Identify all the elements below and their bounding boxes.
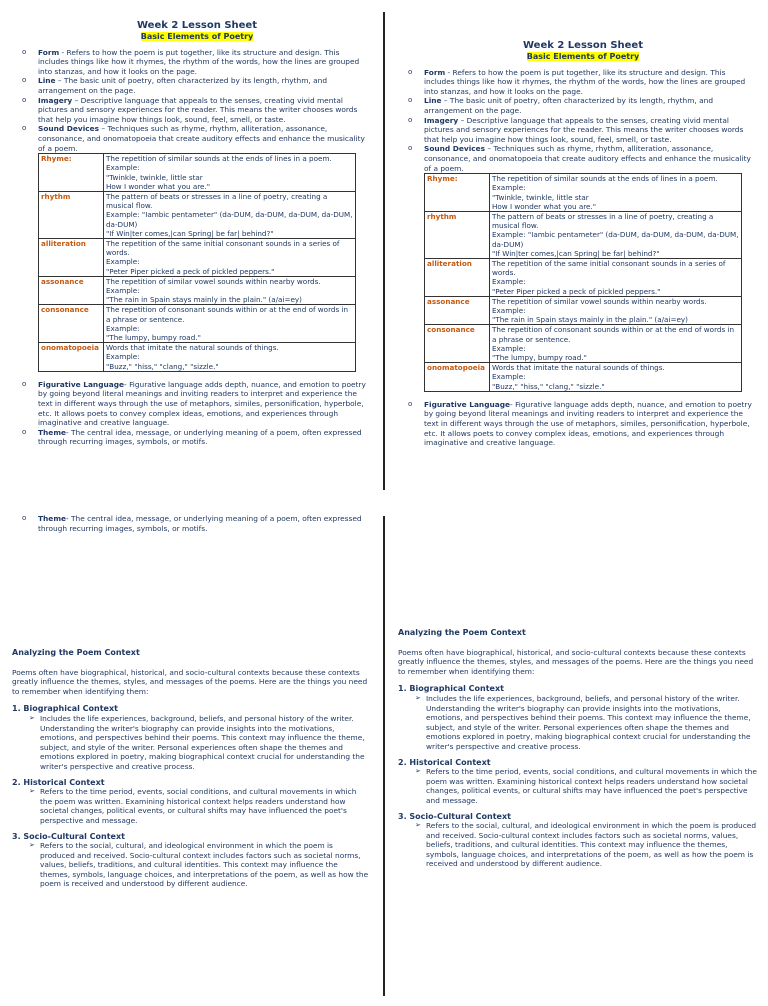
- term-imagery: [22, 96, 372, 125]
- context-intro: Poems often have biographical, historical, and socio-cultural contexts because these contexts greatly influence the themes, styles, and messages of the poems. Here are the things you need to remember when identifying them:: [398, 647, 754, 676]
- context-heading-biographical: 1. Biographical Context: [12, 704, 118, 714]
- term-text: - Refers to how the poem is put together, like its structure and design. This includes things like how it rhymes, the rhythm of the words, how the lines are grouped into stanzas, and how it looks on the page.: [38, 47, 360, 76]
- device-desc: The repetition of consonant sounds within or at the end of words in a phrase or sentence. Example: "The lumpy, bumpy road.": [104, 305, 356, 343]
- context-body-historical: ➢ Refers to the time period, events, social conditions, and cultural movements in which the poem was written. Examining historical context helps readers understand how societal changes, political events, or cultural shifts may have influenced the poet's perspective and message.: [12, 787, 370, 825]
- term-text: - Refers to how the poem is put together, like its structure and design. This includes things like how it rhymes, the rhythm of the words, how the lines are grouped into stanzas, and how it looks on the page.: [424, 67, 746, 96]
- term-text: – Techniques such as rhyme, rhythm, alliteration, assonance, consonance, and onomatopoeia that create auditory effects and enhance the musicality of a poem.: [424, 144, 751, 173]
- term-label: Theme: [38, 427, 67, 437]
- device-term: consonance: [425, 325, 490, 363]
- device-term: alliteration: [39, 238, 104, 276]
- term-text: – Descriptive language that appeals to the senses, creating vivid mental pictures and sensory experiences for the reader. This means the writer chooses words that help you imagine how things look, sound, feel, smell, or taste.: [38, 95, 358, 124]
- term-text: – Descriptive language that appeals to the senses, creating vivid mental pictures and sensory experiences for the reader. This means the writer chooses words that help you imagine how things look, sound, feel, smell, or taste.: [424, 115, 744, 144]
- device-term: rhythm: [425, 211, 490, 258]
- table-row: [39, 276, 356, 305]
- device-desc: Words that imitate the natural sounds of things. Example: "Buzz," "hiss," "clang," "sizzle.": [104, 343, 356, 372]
- term-theme: [22, 514, 372, 533]
- term-figurative-language: [22, 380, 372, 428]
- device-term: assonance: [39, 276, 104, 305]
- page-title: Week 2 Lesson Sheet: [522, 40, 643, 51]
- context-heading-socio-cultural: 3. Socio-Cultural Context: [398, 811, 511, 821]
- subtitle-highlight: Basic Elements of Poetry: [526, 52, 640, 61]
- table-row: [39, 154, 356, 192]
- term-label: Imagery: [38, 95, 73, 105]
- sound-devices-table: [38, 153, 356, 372]
- term-label: Figurative Language: [424, 399, 511, 409]
- term-line: [22, 76, 372, 95]
- device-desc: The repetition of the same initial consonant sounds in a series of words. Example: "Peter Piper picked a peck of pickled peppers.": [104, 238, 356, 276]
- lesson-panel-left: [22, 20, 372, 447]
- term-sound-devices: [408, 144, 758, 173]
- term-form: [408, 68, 758, 97]
- device-term: consonance: [39, 305, 104, 343]
- device-term: onomatopoeia: [425, 363, 490, 392]
- term-label: Imagery: [424, 115, 459, 125]
- context-heading-historical: 2. Historical Context: [12, 777, 105, 787]
- device-desc: The pattern of beats or stresses in a line of poetry, creating a musical flow. Example: "Iambic pentameter" (da-DUM, da-DUM, da-DUM, da-DUM, da-DUM) "If Win|ter comes,|can Spring| be far| behind?": [104, 191, 356, 238]
- table-row: [39, 305, 356, 343]
- term-list-continued: [408, 400, 758, 448]
- term-label: Form: [424, 67, 446, 77]
- term-label: Sound Devices: [424, 144, 486, 154]
- page-title: Week 2 Lesson Sheet: [136, 20, 257, 31]
- device-desc: The repetition of similar vowel sounds within nearby words. Example: "The rain in Spain stays mainly in the plain." (a/ai=ey): [490, 296, 742, 325]
- term-sound-devices: [22, 124, 372, 153]
- subtitle-highlight: Basic Elements of Poetry: [140, 32, 254, 41]
- term-list: [408, 68, 758, 174]
- device-term: Rhyme:: [39, 154, 104, 192]
- device-desc: The repetition of the same initial consonant sounds in a series of words. Example: "Peter Piper picked a peck of pickled peppers.": [490, 258, 742, 296]
- device-desc: The repetition of similar sounds at the ends of lines in a poem. Example: "Twinkle, twinkle, little star How I wonder what you are.": [104, 154, 356, 192]
- term-text: - Figurative language adds depth, nuance, and emotion to poetry by going beyond literal meanings and inviting readers to interpret and experience the text in different ways through the use of metaphors, similes, personification, hyperbole, etc. It allows poets to convey complex ideas, emotions, and experiences through imaginative and creative language.: [424, 399, 752, 448]
- context-body-biographical: ➢ Includes the life experiences, background, beliefs, and personal history of the writer. Understanding the writer's biography can provide insights into the motivations, emotions, and perspectives behind their poems. This context may influence the theme, subject, and style of the writer. Personal experiences often shape the themes and emotions explored in poetry, making biographical context crucial for understanding the writer's perspective and creative process.: [12, 714, 370, 772]
- table-row: [39, 238, 356, 276]
- term-text: - The central idea, message, or underlying meaning of a poem, often expressed through recurring images, symbols, or motifs.: [38, 514, 362, 533]
- context-title: Analyzing the Poem Context: [12, 648, 140, 657]
- context-title: Analyzing the Poem Context: [398, 628, 526, 637]
- term-list: [22, 48, 372, 154]
- sound-devices-table: [424, 173, 742, 392]
- context-panel-left: [12, 648, 370, 893]
- device-term: assonance: [425, 296, 490, 325]
- term-label: Line: [38, 76, 56, 86]
- device-term: onomatopoeia: [39, 343, 104, 372]
- term-text: - Figurative language adds depth, nuance, and emotion to poetry by going beyond literal meanings and inviting readers to interpret and experience the text in different ways through the use of metaphors, similes, personification, hyperbole, etc. It allows poets to convey complex ideas, emotions, and experiences through imaginative and creative language.: [38, 379, 366, 428]
- context-body-historical: ➢ Refers to the time period, events, social conditions, and cultural movements in which the poem was written. Examining historical context helps readers understand how societal changes, political events, or cultural shifts may have influenced the poet's perspective and message.: [398, 767, 758, 805]
- term-line: [408, 96, 758, 115]
- device-desc: Words that imitate the natural sounds of things. Example: "Buzz," "hiss," "clang," "sizzle.": [490, 363, 742, 392]
- term-label: Sound Devices: [38, 124, 100, 134]
- theme-note-left: [22, 514, 372, 533]
- term-label: Form: [38, 47, 60, 57]
- device-desc: The pattern of beats or stresses in a line of poetry, creating a musical flow. Example: "Iambic pentameter" (da-DUM, da-DUM, da-DUM, da-DUM, da-DUM) "If Win|ter comes,|can Spring| be far| behind?": [490, 211, 742, 258]
- context-body-biographical: ➢ Includes the life experiences, background, beliefs, and personal history of the writer. Understanding the writer's biography can provide insights into the motivations, emotions, and perspectives behind their poems. This context may influence the theme, subject, and style of the writer. Personal experiences often shape the themes and emotions explored in poetry, making biographical context crucial for understanding the writer's perspective and creative process.: [398, 694, 758, 752]
- term-label: Theme: [38, 514, 67, 523]
- device-term: Rhyme:: [425, 174, 490, 212]
- table-row: [425, 363, 742, 392]
- context-body-socio-cultural: ➢ Refers to the social, cultural, and ideological environment in which the poem is produced and received. Socio-cultural context includes factors such as societal norms, values, beliefs, traditions, and cultural identities. This context may influence the themes, symbols, language choices, and interpretations of the poem, as well as how the poem is received and understood by different audience.: [12, 841, 370, 889]
- table-row: [425, 174, 742, 212]
- term-text: – The basic unit of poetry, often characterized by its length, rhythm, and arrangement on the page.: [424, 96, 714, 115]
- column-divider-bottom: [383, 516, 385, 996]
- table-row: [425, 258, 742, 296]
- device-desc: The repetition of similar sounds at the ends of lines in a poem. Example: "Twinkle, twinkle, little star How I wonder what you are.": [490, 174, 742, 212]
- term-list-continued: [22, 380, 372, 447]
- table-row: [425, 325, 742, 363]
- term-label: Figurative Language: [38, 379, 125, 389]
- term-label: Line: [424, 96, 442, 106]
- term-imagery: [408, 116, 758, 145]
- table-row: [39, 191, 356, 238]
- term-form: [22, 48, 372, 77]
- term-text: – The basic unit of poetry, often characterized by its length, rhythm, and arrangement on the page.: [38, 76, 328, 95]
- column-divider-top: [383, 12, 385, 490]
- page-subtitle: [22, 32, 372, 42]
- context-intro: Poems often have biographical, historical, and socio-cultural contexts because these contexts greatly influence the themes, styles, and messages of the poems. Here are the things you need to remember when identifying them:: [12, 667, 368, 696]
- context-heading-historical: 2. Historical Context: [398, 757, 491, 767]
- table-row: [425, 296, 742, 325]
- term-theme: [22, 428, 372, 447]
- context-heading-socio-cultural: 3. Socio-Cultural Context: [12, 831, 125, 841]
- device-desc: The repetition of consonant sounds within or at the end of words in a phrase or sentence. Example: "The lumpy, bumpy road.": [490, 325, 742, 363]
- table-row: [39, 343, 356, 372]
- device-term: alliteration: [425, 258, 490, 296]
- term-text: - The central idea, message, or underlying meaning of a poem, often expressed through recurring images, symbols, or motifs.: [38, 427, 362, 447]
- lesson-panel-right: [408, 40, 758, 448]
- device-term: rhythm: [39, 191, 104, 238]
- context-body-socio-cultural: ➢ Refers to the social, cultural, and ideological environment in which the poem is produced and received. Socio-cultural context includes factors such as societal norms, values, beliefs, traditions, and cultural identities. This context may influence the themes, symbols, language choices, and interpretations of the poem, as well as how the poem is received and understood by different audience.: [398, 821, 758, 869]
- term-figurative-language: [408, 400, 758, 448]
- device-desc: The repetition of similar vowel sounds within nearby words. Example: "The rain in Spain stays mainly in the plain." (a/ai=ey): [104, 276, 356, 305]
- page-subtitle: [408, 52, 758, 62]
- term-text: – Techniques such as rhyme, rhythm, alliteration, assonance, consonance, and onomatopoeia that create auditory effects and enhance the musicality of a poem.: [38, 124, 365, 153]
- context-heading-biographical: 1. Biographical Context: [398, 684, 504, 694]
- table-row: [425, 211, 742, 258]
- context-panel-right: [398, 628, 758, 873]
- term-list-theme: [22, 514, 372, 533]
